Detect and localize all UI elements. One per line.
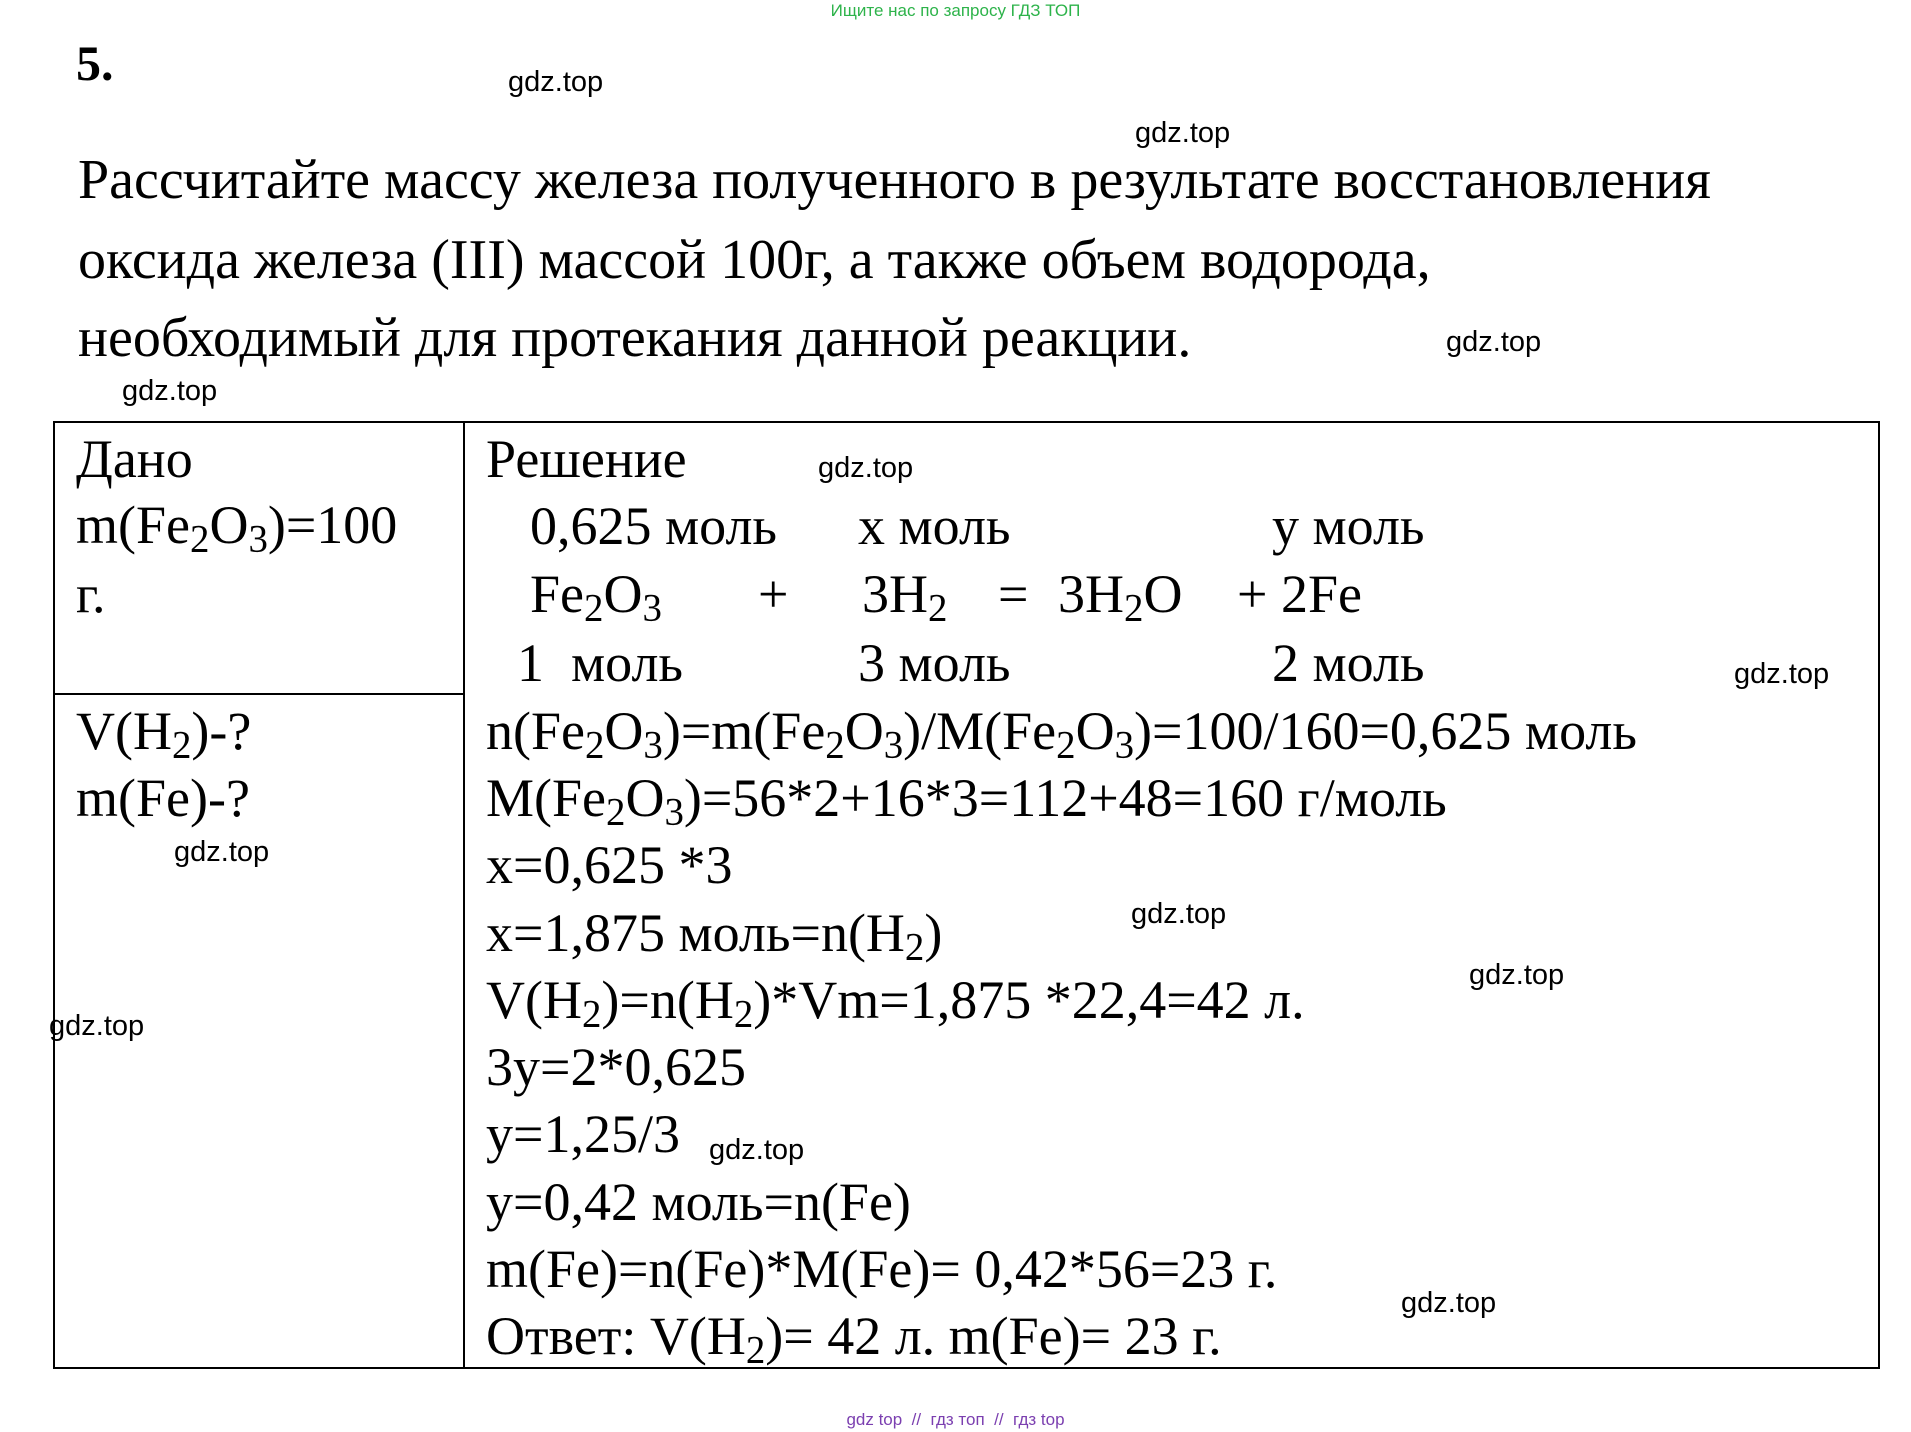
table-right-border bbox=[1878, 421, 1880, 1369]
task-line-3: необходимый для протекания данной реакции. bbox=[78, 307, 1192, 369]
table-bottom-border bbox=[53, 1367, 1880, 1369]
watermark: gdz.top bbox=[1469, 959, 1565, 991]
calc-mass-fe: m(Fe)=n(Fe)*M(Fe)= 0,42*56=23 г. bbox=[486, 1239, 1278, 1299]
amount-fe2o3: 0,625 моль bbox=[530, 496, 778, 556]
calc-amount-fe2o3: $n(Fe_2O_3)=m(Fe_2O_3)/M(Fe_2O_3)=100/160=0,625$ моль bbox=[486, 701, 1637, 767]
watermark: gdz.top bbox=[1401, 1287, 1497, 1319]
table-given-divider bbox=[53, 693, 465, 695]
amount-fe: y моль bbox=[1272, 496, 1425, 556]
watermark: gdz.top bbox=[508, 66, 604, 98]
watermark: gdz.top bbox=[818, 452, 914, 484]
molar-fe2o3: 1 моль bbox=[517, 633, 684, 693]
molar-h2: 3 моль bbox=[858, 633, 1011, 693]
table-column-divider bbox=[463, 421, 465, 1369]
calc-y-result: y=0,42 моль=n(Fe) bbox=[486, 1172, 911, 1232]
calc-y: y=1,25/3 bbox=[486, 1104, 680, 1164]
task-line-2: оксида железа (III) массой 100г, а также объем водорода, bbox=[78, 229, 1431, 291]
solution-title: Решение bbox=[486, 429, 687, 489]
answer-line: Ответ: $V(H_2)= 42$ л. m(Fe)= 23 г. bbox=[486, 1306, 1222, 1372]
molar-fe: 2 моль bbox=[1272, 633, 1425, 693]
task-line-1: Рассчитайте массу железа полученного в результате восстановления bbox=[78, 149, 1711, 211]
amount-h2: x моль bbox=[858, 496, 1011, 556]
given-unit: г. bbox=[76, 564, 106, 624]
given-title: Дано bbox=[76, 429, 193, 489]
given-mass: $m(Fe_2O_3)=100$ bbox=[76, 495, 398, 561]
equation-h2: $3H_2$ bbox=[862, 564, 948, 630]
calc-3y: 3y=2*0,625 bbox=[486, 1037, 746, 1097]
equation-h2o: $3H_2O$ bbox=[1058, 564, 1183, 630]
watermark: gdz.top bbox=[122, 375, 218, 407]
equation-equals: = bbox=[998, 564, 1029, 624]
watermark: gdz.top bbox=[1135, 117, 1231, 149]
watermark: gdz.top bbox=[49, 1010, 145, 1042]
watermark: gdz.top bbox=[1734, 658, 1830, 690]
equation-fe: + 2Fe bbox=[1237, 564, 1362, 624]
equation-plus-1: + bbox=[758, 564, 789, 624]
calc-volume: $V(H_2)=n(H_2)*Vm=1,875$ *22,4=42 л. bbox=[486, 970, 1305, 1036]
top-banner: Ищите нас по запросу ГДЗ ТОП bbox=[830, 1, 1081, 20]
watermark: gdz.top bbox=[1131, 898, 1227, 930]
equation-fe2o3: $Fe_2O_3$ bbox=[530, 564, 662, 630]
footer: gdz top // гдз топ // гдз top bbox=[846, 1410, 1065, 1429]
watermark: gdz.top bbox=[709, 1134, 805, 1166]
find-mass: m(Fe)-? bbox=[76, 768, 250, 828]
problem-number: 5. bbox=[76, 35, 114, 91]
calc-x: x=0,625 *3 bbox=[486, 835, 733, 895]
table-left-border bbox=[53, 421, 55, 1369]
calc-x-result: x=1,875 $моль=n(H_2)$ bbox=[486, 903, 943, 969]
table-top-border bbox=[53, 421, 1880, 423]
calc-molar-mass: $M(Fe_2O_3)=56*2+16*3=112+48=160$ г/моль bbox=[486, 768, 1447, 834]
watermark: gdz.top bbox=[1446, 326, 1542, 358]
find-volume: $V(H_2)-$? bbox=[76, 701, 252, 767]
watermark: gdz.top bbox=[174, 836, 270, 868]
